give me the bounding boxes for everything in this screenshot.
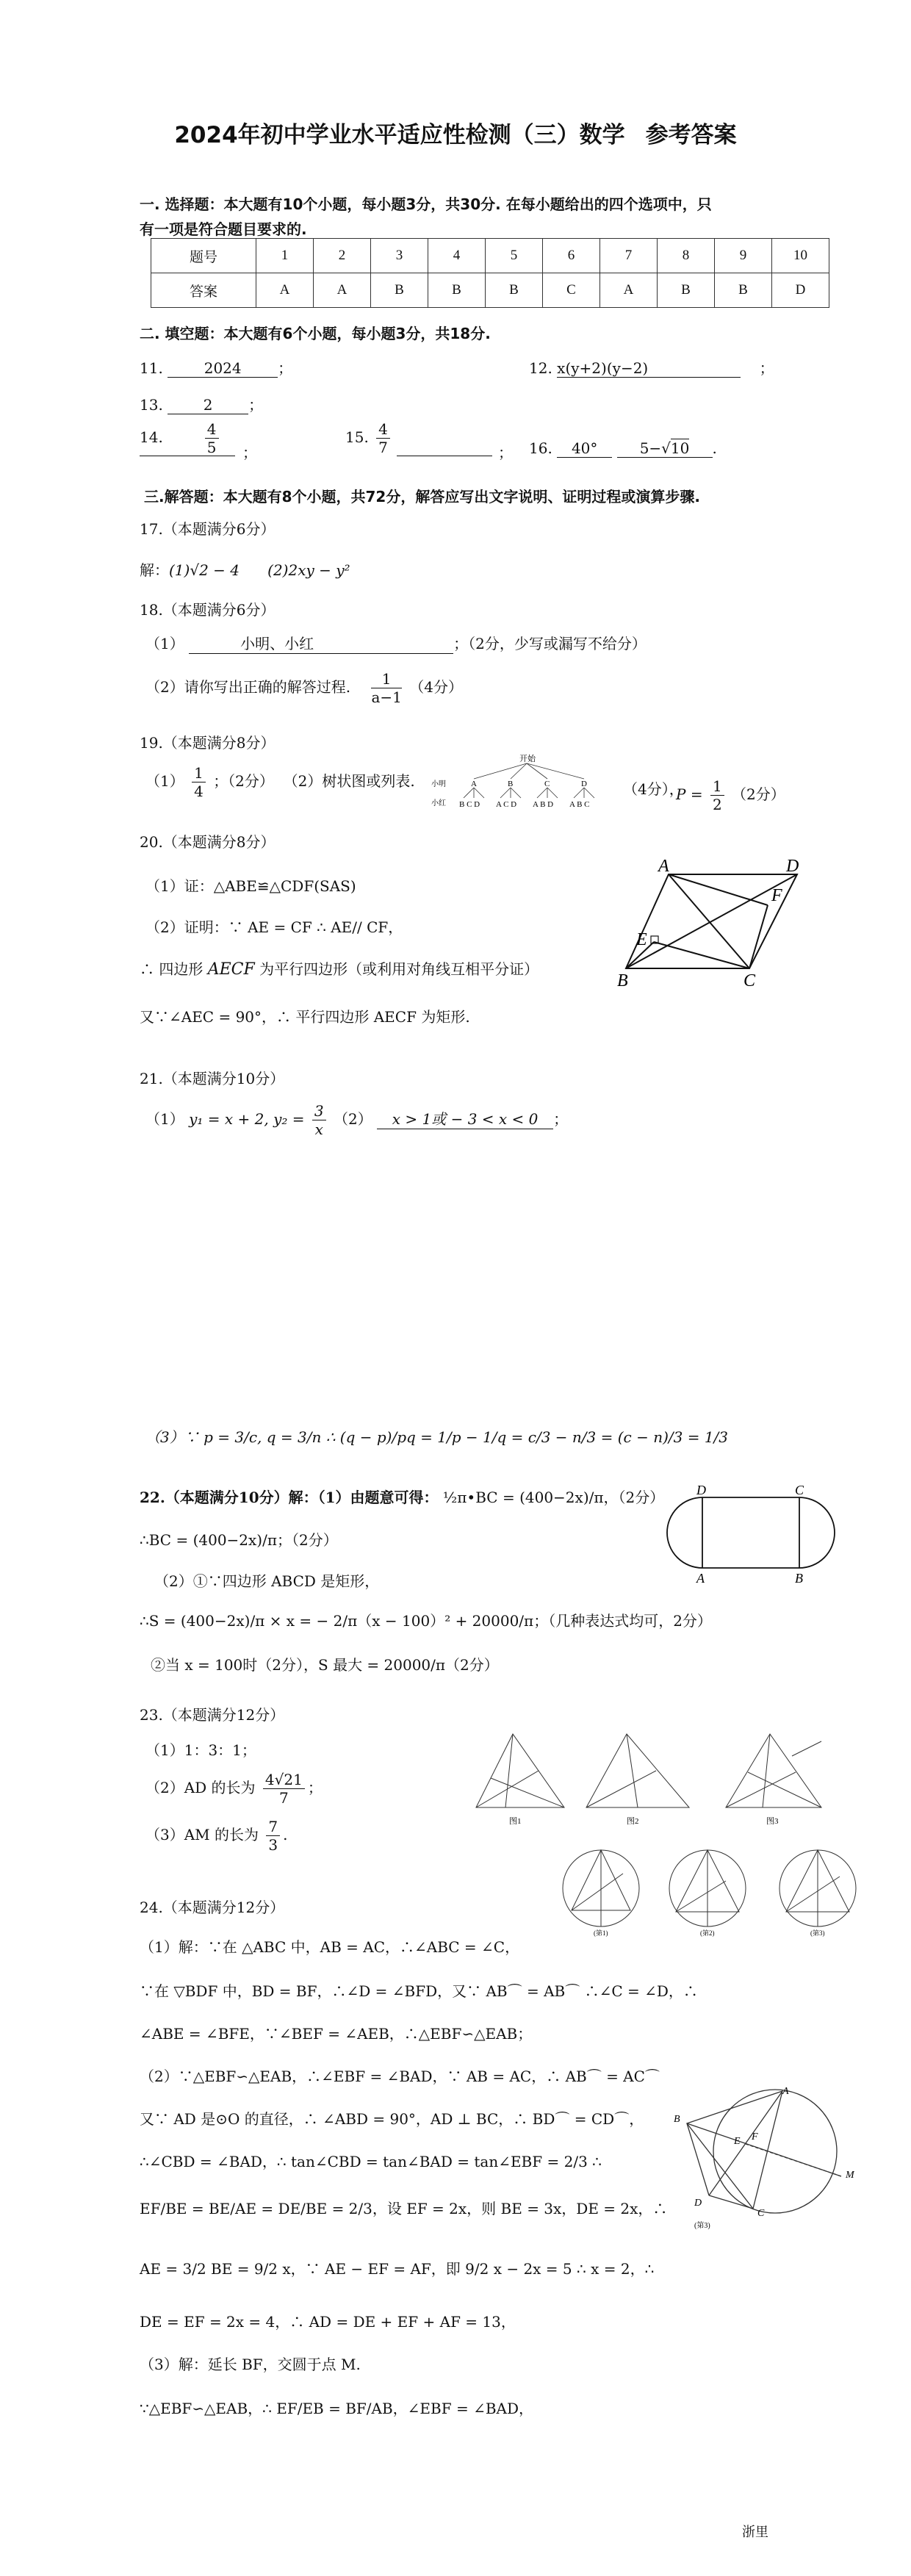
q18-part1: （1） 小明、小红 ；（2分，少写或漏写不给分） <box>145 632 647 654</box>
q19-fraction: $\frac{1}{4}$ <box>192 764 206 800</box>
q22-line2: ∴BC = (400−2x)/π；（2分） <box>140 1531 338 1549</box>
triangle-figures <box>469 1727 880 1830</box>
tree-node: A B D <box>533 800 554 809</box>
q19-head: 19.（本题满分8分） <box>140 734 276 752</box>
q20-line2: （2）证明：∵ AE = CF ∴ AE// CF， <box>145 918 403 936</box>
q20-line1: （1）证：△ABE≌△CDF(SAS) <box>145 877 356 895</box>
q13-answer: 2 <box>168 396 248 414</box>
q14 <box>140 420 256 456</box>
q21-head: 21.（本题满分10分） <box>140 1070 285 1087</box>
tree-diagram <box>430 752 621 811</box>
tree-top: 开始 <box>519 755 536 763</box>
q12-label: 12. <box>529 359 552 377</box>
table-cell: 题号 <box>151 239 256 273</box>
q24-line5: 又∵ AD 是⊙O 的直径，∴ ∠ABD = 90°，AD ⊥ BC，∴ BD⌒ = CD⌒， <box>140 2110 644 2128</box>
q23-line3: （3）AM 的长为 $\frac{7}{3}$ . <box>145 1818 288 1854</box>
q23-line1: （1）1：3：1； <box>145 1741 256 1759</box>
q22-line5: ②当 x = 100时（2分），S 最大 = 20000/π（2分） <box>151 1656 499 1674</box>
point-label: D <box>696 1484 706 1497</box>
figure-caption: 图1 <box>509 1817 522 1826</box>
table-cell: D <box>772 273 829 308</box>
q15-fraction: $\frac{4}{7}$ <box>376 420 390 456</box>
q16: 16. 40° 5−√10 . <box>529 439 717 457</box>
q18-head: 18.（本题满分6分） <box>140 601 276 619</box>
tree-row2-label: 小红 <box>431 799 446 807</box>
point-label: C <box>795 1484 804 1497</box>
q20-line3: ∴ 四边形 AECF 为平行四边形（或利用对角线互相平分证） <box>140 960 539 979</box>
point-label: B <box>617 971 628 990</box>
figure-caption: (第3) <box>810 1929 825 1937</box>
section3-header: 三.解答题：本大题有8个小题，共72分，解答应写出文字说明、证明过程或演算步骤. <box>144 488 700 506</box>
q14-label: 14. <box>140 428 163 446</box>
q22-line4: ∴S = (400−2x)/π × x = − 2/π（x − 100）² + 20000/π；（几种表达式均可，2分） <box>140 1612 712 1630</box>
point-label: B <box>795 1571 803 1586</box>
parallelogram-figure <box>617 860 808 992</box>
q16-label: 16. <box>529 439 552 457</box>
q17-answer: 解：(1)√2 − 4 (2)2xy − y² <box>140 561 350 579</box>
circle-figures-small <box>550 1844 873 1940</box>
q13-label: 13. <box>140 396 163 414</box>
rectangle-semicircles-figure <box>663 1484 854 1587</box>
q19-note: （4分）， <box>623 780 684 798</box>
table-row <box>151 239 829 273</box>
circle-figure-large <box>665 2085 878 2232</box>
section1-line2: 有一项是符合题目要求的. <box>140 220 307 238</box>
tree-node: C <box>544 780 550 788</box>
footer-text: 浙里 <box>742 2525 768 2540</box>
table-cell: B <box>715 273 772 308</box>
table-cell: 7 <box>600 239 658 273</box>
q13: 13. 2 ； <box>140 396 264 414</box>
point-label: D <box>786 860 799 876</box>
point-label: M <box>846 2170 854 2181</box>
figure-caption: 图2 <box>627 1817 639 1826</box>
point-label: C <box>743 971 756 990</box>
tree-node: B C D <box>459 800 480 809</box>
table-cell: 3 <box>371 239 428 273</box>
table-cell: 6 <box>543 239 600 273</box>
table-cell: 5 <box>486 239 543 273</box>
q18-answer: 小明、小红 <box>189 632 453 654</box>
table-cell: A <box>314 273 371 308</box>
q18-fraction: $\frac{1}{a-1}$ <box>371 670 402 706</box>
table-cell: 答案 <box>151 273 256 308</box>
q12-answer: x(y+2)(y−2) <box>557 359 741 378</box>
q11-label: 11. <box>140 359 163 377</box>
q24-line1: （1）解：∵在 △ABC 中，AB = AC，∴∠ABC = ∠C， <box>140 1938 520 1956</box>
q16-answer-a: 40° <box>557 439 612 458</box>
q20-head: 20.（本题满分8分） <box>140 833 276 851</box>
q20-line4: 又∵∠AEC = 90°，∴ 平行四边形 AECF 为矩形. <box>140 1008 470 1026</box>
q12: 12. x(y+2)(y−2) ； <box>529 359 774 377</box>
page-title <box>0 116 911 149</box>
title-main: 2024年初中学业水平适应性检测（三）数学 <box>174 122 625 148</box>
point-label: C <box>757 2208 765 2219</box>
table-cell: 4 <box>428 239 486 273</box>
q18-part2: （2）请你写出正确的解答过程. $\frac{1}{a-1}$ （4分） <box>145 670 463 706</box>
point-label: E <box>636 930 647 949</box>
q24-head: 24.（本题满分12分） <box>140 1899 285 1916</box>
q17-head: 17.（本题满分6分） <box>140 520 276 538</box>
tree-node: B <box>508 780 514 788</box>
table-cell: 1 <box>256 239 314 273</box>
table-cell: B <box>486 273 543 308</box>
point-label: A <box>782 2086 789 2097</box>
q24-line10: （3）解：延长 BF，交圆于点 M. <box>140 2356 361 2373</box>
table-cell: A <box>256 273 314 308</box>
q24-line3: ∠ABE = ∠BFE，∵∠BEF = ∠AEB，∴△EBF∽△EAB； <box>140 2025 533 2043</box>
q15-label: 15. <box>345 428 369 446</box>
point-label: F <box>752 2131 758 2143</box>
table-cell: 10 <box>772 239 829 273</box>
table-cell: B <box>371 273 428 308</box>
table-cell: A <box>600 273 658 308</box>
q22-head: 22.（本题满分10分）解：（1）由题意可得： ½π•BC = (400−2x)/π，（2分） <box>140 1489 665 1506</box>
q19-probability: P = $\frac{1}{2}$ （2分） <box>676 777 785 813</box>
point-label: A <box>658 860 669 876</box>
figure-caption: (第3) <box>694 2222 710 2230</box>
table-cell: C <box>543 273 600 308</box>
table-cell: B <box>658 273 715 308</box>
q21-part3: （3）∵ p = 3/c, q = 3/n ∴ (q − p)/pq = 1/p − 1/q = c/3 − n/3 = (c − n)/3 = 1/3 <box>145 1428 729 1446</box>
q11-answer: 2024 <box>168 359 278 378</box>
q24-line2: ∵在 ▽BDF 中，BD = BF，∴∠D = ∠BFD，又∵ AB⌒ = AB⌒ ∴∠C = ∠D，∴ <box>140 1982 698 2000</box>
tree-node: A C D <box>496 800 517 809</box>
q24-line9: DE = EF = 2x = 4，∴ AD = DE + EF + AF = 13， <box>140 2313 516 2331</box>
table-cell: 8 <box>658 239 715 273</box>
q24-line8: AE = 3/2 BE = 9/2 x，∵ AE − EF = AF，即 9/2 x − 2x = 5 ∴ x = 2，∴ <box>140 2260 655 2278</box>
point-label: B <box>674 2114 680 2125</box>
figure-caption: (第1) <box>594 1929 608 1937</box>
section1-line1: 一. 选择题：本大题有10个小题，每小题3分，共30分. 在每小题给出的四个选项中，只 <box>140 195 712 213</box>
point-label: F <box>771 886 782 905</box>
q22-line3: （2）①∵四边形 ABCD 是矩形， <box>154 1572 380 1590</box>
point-label: D <box>694 2198 702 2209</box>
q21-answer: x > 1或 − 3 < x < 0 <box>377 1107 553 1129</box>
q23-head: 23.（本题满分12分） <box>140 1706 285 1724</box>
q11: 11. 2024 ； <box>140 359 293 377</box>
q19-part1: （1） $\frac{1}{4}$ ；（2分） （2）树状图或列表. <box>145 764 415 800</box>
point-label: E <box>734 2136 741 2147</box>
tree-node: A <box>471 780 477 788</box>
tree-node: D <box>581 780 587 788</box>
q14-fraction: $\frac{4}{5}$ <box>205 420 219 456</box>
table-cell: B <box>428 273 486 308</box>
q16-answer-b: 5−√10 <box>617 439 713 458</box>
answer-table <box>151 238 829 308</box>
q21-part1: （1） y₁ = x + 2, y₂ = $\frac{3}{x}$ （2） x > 1或 − 3 < x < 0 ； <box>145 1102 569 1138</box>
section2-header: 二. 填空题：本大题有6个小题，每小题3分，共18分. <box>140 325 491 342</box>
q24-line7: EF/BE = BE/AE = DE/BE = 2/3，设 EF = 2x，则 BE = 3x，DE = 2x，∴ <box>140 2200 668 2217</box>
table-row <box>151 273 829 308</box>
q24-line11: ∵△EBF∽△EAB，∴ EF/EB = BF/AB，∠EBF = ∠BAD， <box>140 2400 534 2417</box>
tree-node: A B C <box>569 800 590 809</box>
tree-row1-label: 小明 <box>431 780 446 788</box>
table-cell: 9 <box>715 239 772 273</box>
q24-line4: （2）∵△EBF∽△EAB，∴∠EBF = ∠BAD，∵ AB = AC，∴ AB⌒ = AC⌒ <box>140 2068 660 2085</box>
figure-caption: (第2) <box>700 1929 715 1937</box>
figure-caption: 图3 <box>766 1817 779 1826</box>
q24-line6: ∴∠CBD = ∠BAD，∴ tan∠CBD = tan∠BAD = tan∠EBF = 2/3 ∴ <box>140 2153 602 2170</box>
q23-line2: （2）AD 的长为 $\frac{4√21}{7}$ ； <box>145 1771 323 1807</box>
point-label: A <box>696 1571 705 1586</box>
table-cell: 2 <box>314 239 371 273</box>
q15 <box>345 420 393 456</box>
title-sub: 参考答案 <box>645 122 737 148</box>
